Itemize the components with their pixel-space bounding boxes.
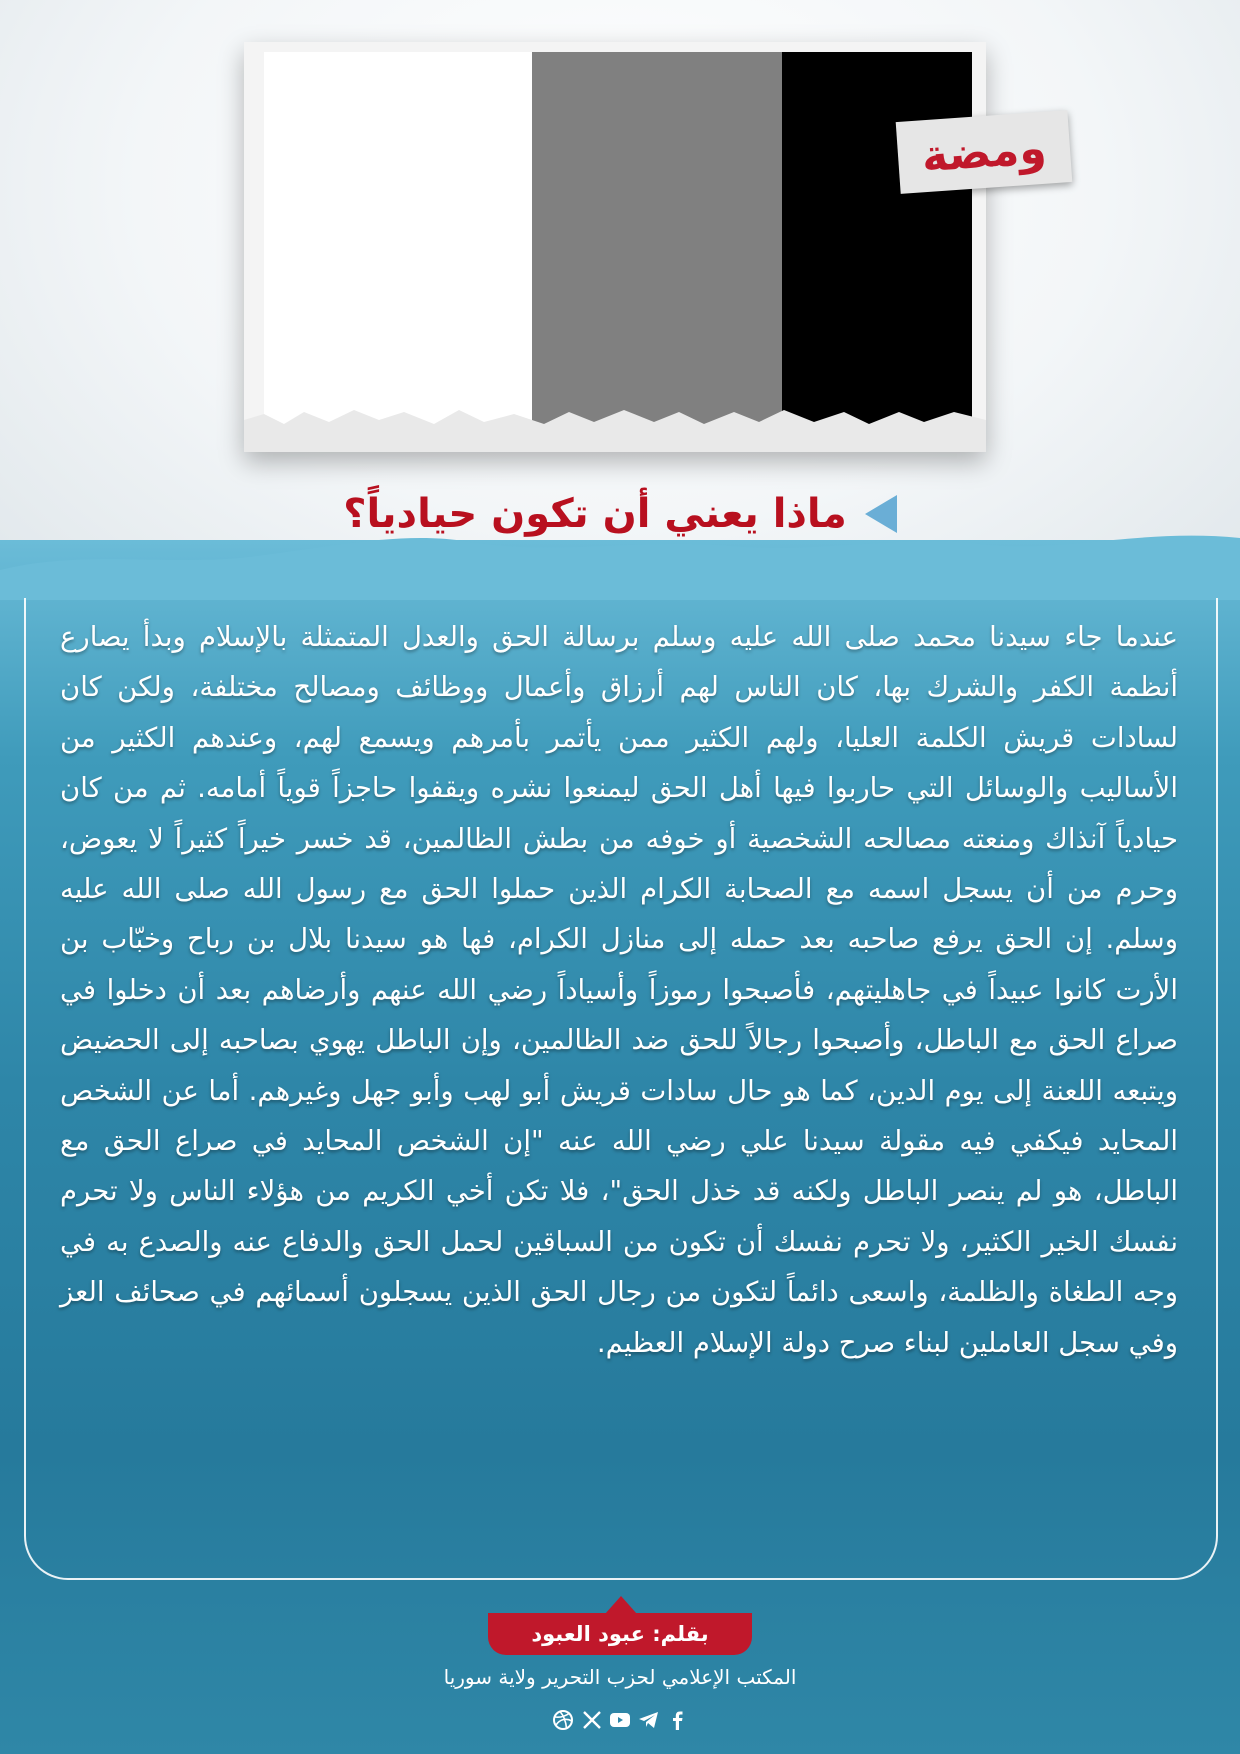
youtube-icon[interactable] xyxy=(607,1707,633,1733)
triangle-icon xyxy=(865,495,897,533)
badge-label: ومضة xyxy=(920,122,1048,182)
author-tab-tip xyxy=(605,1596,637,1614)
flag-image xyxy=(264,52,972,424)
author-label: بقلم: عبود العبود xyxy=(488,1613,752,1655)
facebook-icon[interactable] xyxy=(664,1707,690,1733)
social-links xyxy=(550,1705,690,1735)
x-icon[interactable] xyxy=(579,1707,605,1733)
article-body: عندما جاء سيدنا محمد صلى الله عليه وسلم برسالة الحق والعدل المتمثلة بالإسلام وبدأ يصارع أنظمة الكفر والشرك بها، كان الناس لهم أرزاق وأعمال ووظائف ومصالح مختلفة، ولكن كان لسادات قريش الكلمة العليا، ولهم الكثير ممن يأتمر بأمرهم ويسمع لهم، وعندهم الكثير من الأساليب والوسائل التي حاربوا فيها أهل الحق ليمنعوا نشره ويقفوا حاجزاً قوياً أمامه. ثم من كان حيادياً آنذاك ومنعته مصالحه الشخصية أو خوفه من بطش الظالمين، قد خسر خيراً كثيراً لا يعوض، وحرم من أن يسجل اسمه مع الصحابة الكرام الذين حملوا الحق مع رسول الله صلى الله عليه وسلم. إن الحق يرفع صاحبه بعد حمله إلى منازل الكرام، فها هو سيدنا بلال بن رباح وخبّاب بن الأرت كانوا عبيداً في جاهليتهم، فأصبحوا رموزاً وأسياداً رضي الله عنهم وأرضاهم بعد أن دخلوا في صراع الحق مع الباطل، وأصبحوا رجالاً للحق ضد الظالمين، وإن الباطل يهوي بصاحبه إلى الحضيض ويتبعه اللعنة إلى يوم الدين، كما هو حال سادات قريش أبو لهب وأبو جهل وغيرهم. أما عن الشخص المحايد فيكفي فيه مقولة سيدنا علي رضي الله عنه "إن الشخص المحايد في صراع الحق مع الباطل، هو لم ينصر الباطل ولكنه قد خذل الحق"، فلا تكن أخي الكريم من هؤلاء الناس ولا تحرم نفسك الخير الكثير، ولا تحرم نفسك أن تكون من السباقين لحمل الحق والدفاع عنه والصدع به في وجه الطغاة والظلمة، واسعى دائماً لتكون من رجال الحق الذين يسجلون أسمائهم في صحائف العز وفي سجل العاملين لبناء صرح دولة الإسلام العظيم. xyxy=(60,621,1178,1359)
title-row xyxy=(0,484,1240,544)
brand-badge xyxy=(896,110,1073,194)
dribbble-icon[interactable] xyxy=(550,1707,576,1733)
office-name: المكتب الإعلامي لحزب التحرير ولاية سوريا xyxy=(443,1665,797,1689)
photo-card xyxy=(244,42,986,452)
page-title: ماذا يعني أن تكون حيادياً؟ xyxy=(343,491,847,537)
torn-paper-edge xyxy=(244,400,986,452)
telegram-icon[interactable] xyxy=(636,1707,662,1733)
